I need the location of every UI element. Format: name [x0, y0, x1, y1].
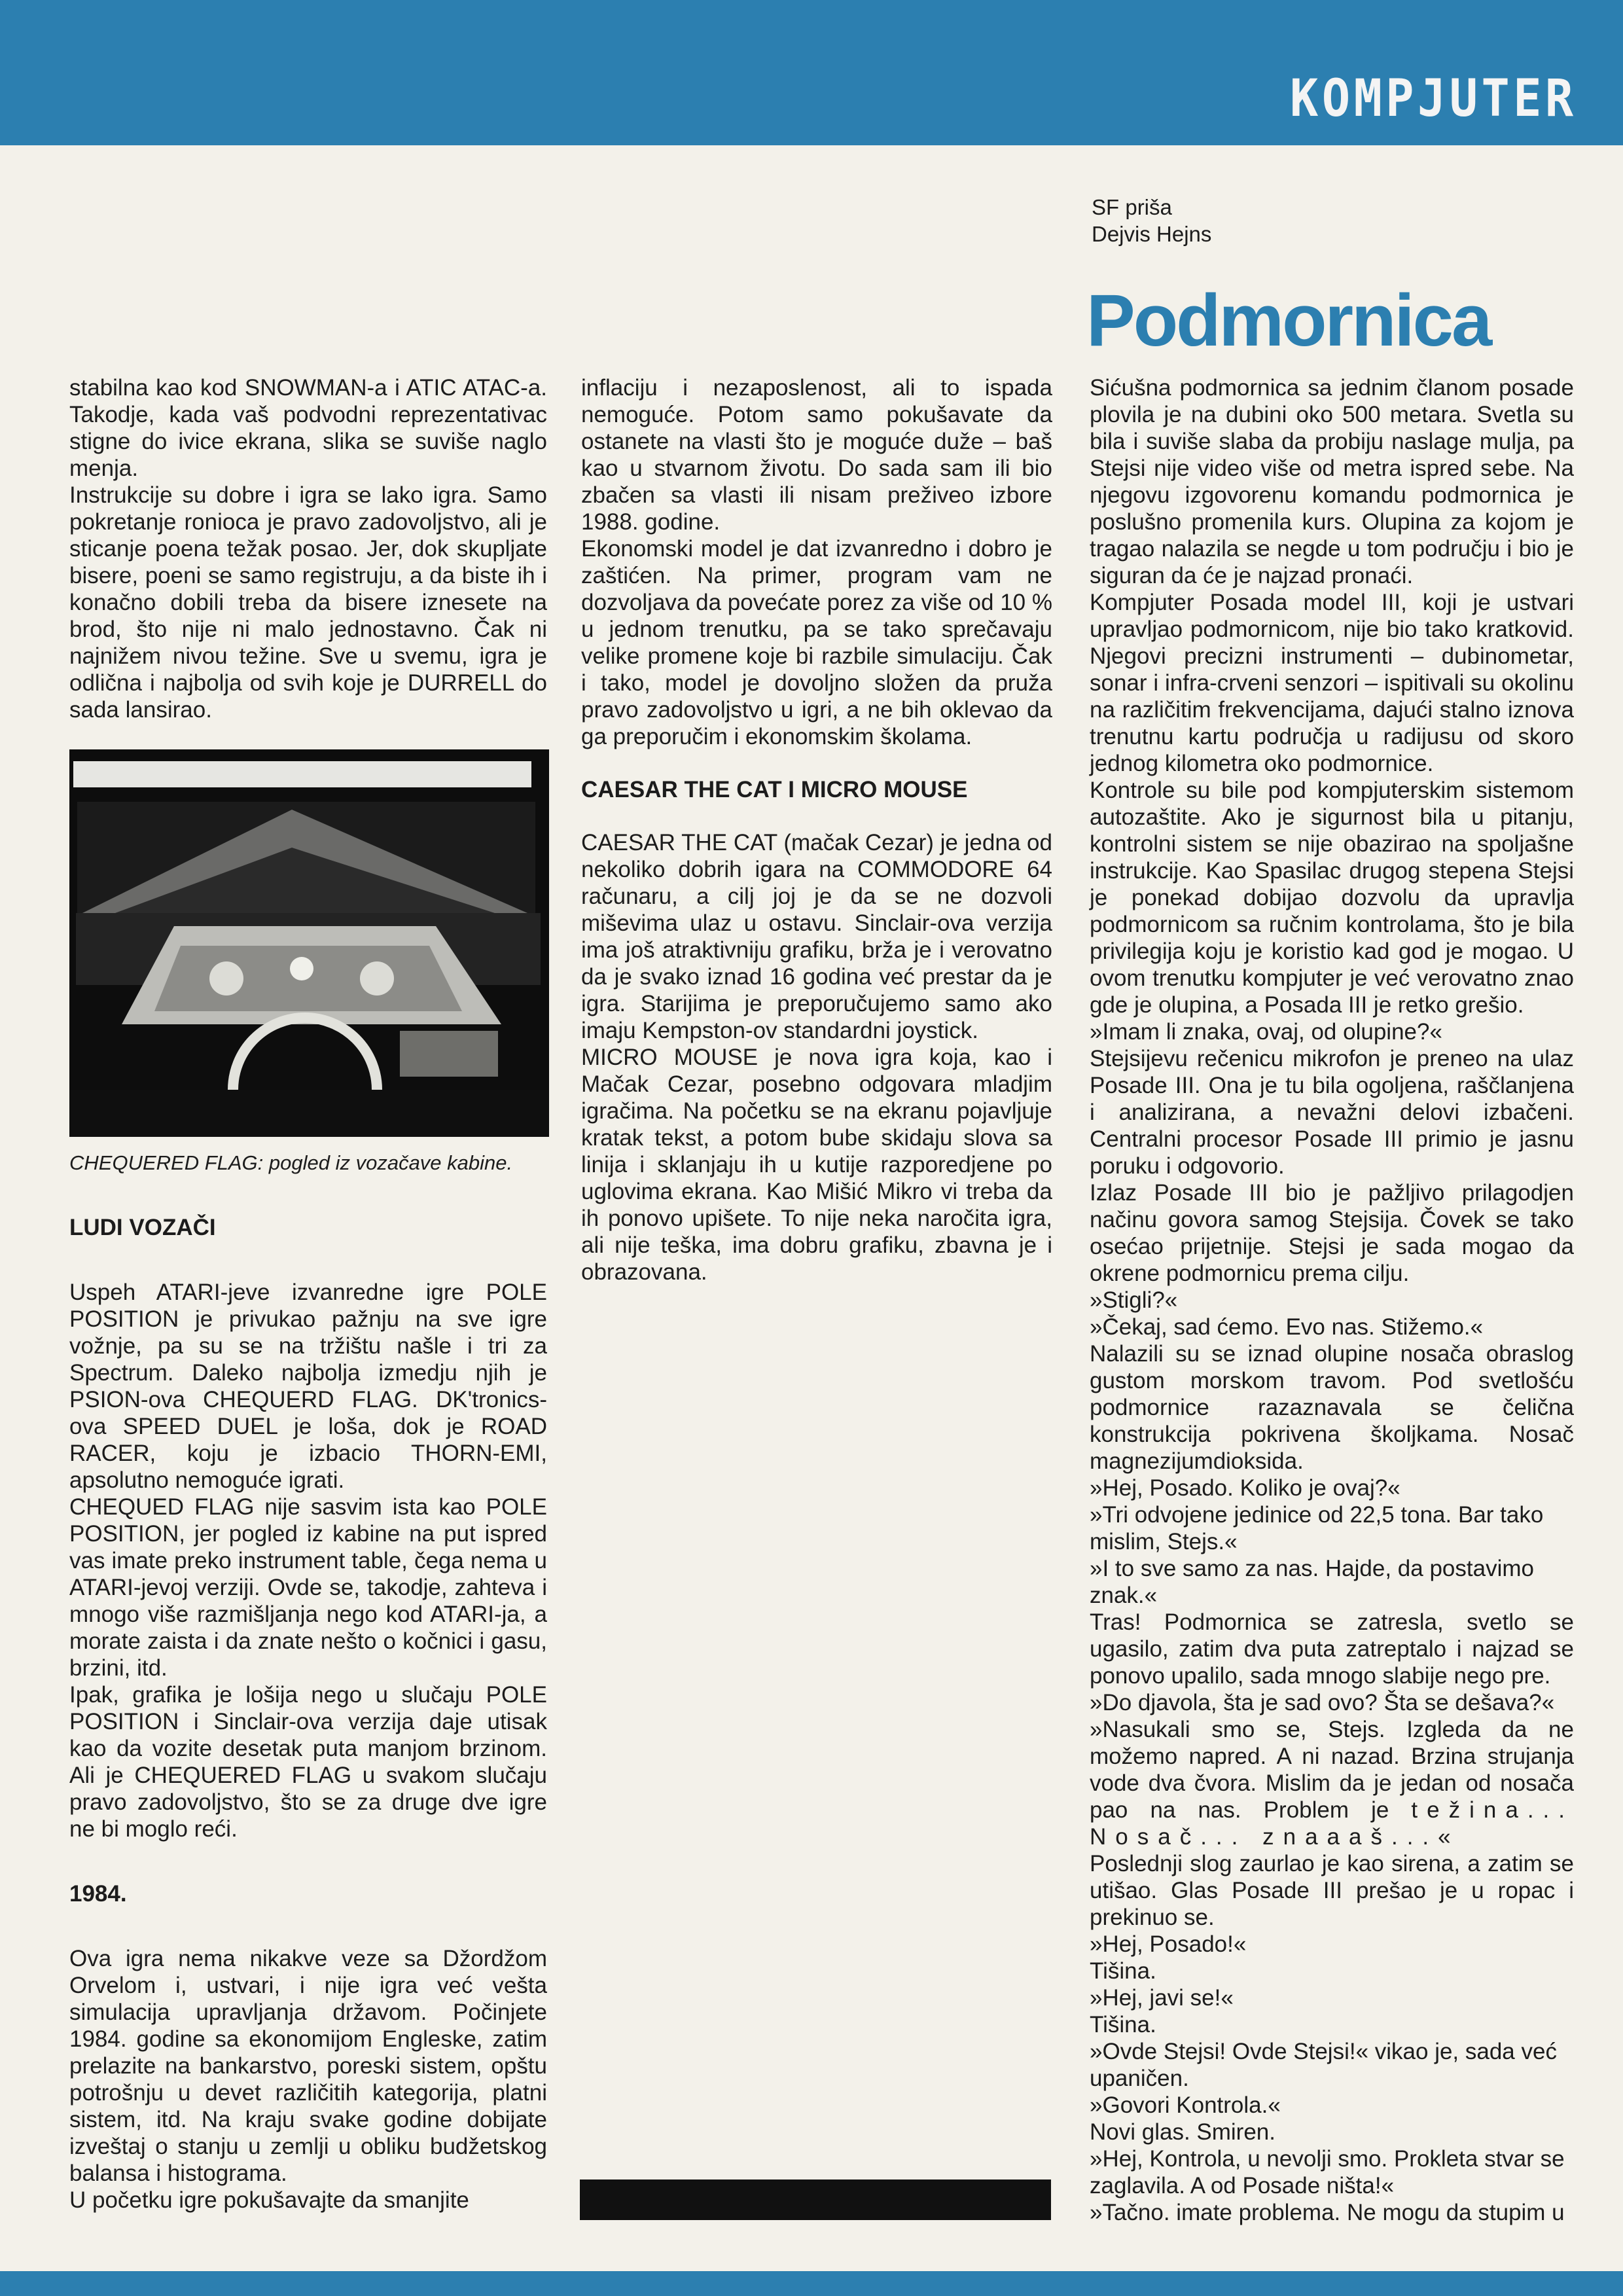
paragraph: CHEQUED FLAG nije sasvim ista kao POLE POSITION, jer pogled iz kabine na put ispred vas imate preko instrument table, čega nema u ATARI-jevoj verziji. Ovde se, takodje, zahteva i mnogo više razmišljanja nego kod ATARI-ja, a morate zaista i da znate nešto o kočnici i gasu, brzini, itd.	[69, 1494, 547, 1681]
dialog-line: »Do djavola, šta je sad ovo? Šta se dešava?«	[1090, 1690, 1555, 1715]
dialog-line: Novi glas. Smiren.	[1090, 2119, 1275, 2145]
dialog-line: »Čekaj, sad ćemo. Evo nas. Stižemo.«	[1090, 1314, 1484, 1340]
section-heading: LUDI VOZAČI	[69, 1215, 216, 1240]
paragraph: Stejsijevu rečenicu mikrofon je preneo na ulaz Posade III. Ona je tu bila ogoljena, raščlanjena i analizirana, a nevažni delovi izbačeni. Centralni procesor Posade III primio je jasnu poruku i odgovorio.	[1090, 1046, 1574, 1179]
paragraph: Ekonomski model je dat izvanredno i dobro je zaštićen. Na primer, program vam ne dozvoljava da povećate porez za više od 10 % u jednom trenutku, pa se tako sprečavaju velike promene koje bi razbile simulaciju. Čak i tako, model je dovoljno složen da pruža pravo zadovoljstvo u igri, a ne bih oklevao da ga preporučim i ekonomskim školama.	[581, 536, 1052, 749]
footer-band	[0, 2271, 1623, 2296]
dialog-line: »Hej, Posado!«	[1090, 1931, 1247, 1957]
article-kicker	[1092, 194, 1211, 247]
text-column-3	[1090, 374, 1574, 2226]
article-title: Podmornica	[1086, 279, 1491, 361]
paragraph	[1090, 1716, 1574, 1850]
dialog-line: »Govori Kontrola.«	[1090, 2092, 1281, 2118]
text-column-2	[581, 374, 1052, 1285]
article-author: Dejvis Hejns	[1092, 222, 1212, 246]
section-heading: CAESAR THE CAT I MICRO MOUSE	[581, 777, 968, 802]
dialog-line: »I to sve samo za nas. Hajde, da postavimo znak.«	[1090, 1556, 1534, 1608]
paragraph: Instrukcije su dobre i igra se lako igra. Samo pokretanje ronioca je pravo zadovoljstvo, ali je sticanje poena težak posao. Jer, dok skupljate bisere, poeni se samo registruju, a da biste ih i konačno dobili treba da bisere iznesete na brod, što nije ni malo jednostavno. Čak ni najnižem nivou težine. Sve u svemu, igra je odlična i najbolja od svih koje je DURRELL do sada lansirao.	[69, 482, 547, 723]
dialog-line: »Hej, Kontrola, u nevolji smo. Prokleta stvar se zaglavila. A od Posade ništa!«	[1090, 2146, 1565, 2198]
paragraph: Uspeh ATARI-jeve izvanredne igre POLE POSITION je privukao pažnju na sve igre vožnje, pa su se na tržištu našle i tri za Spectrum. Daleko najbolja izmedju njih je PSION-ova CHEQUERD FLAG. DK'tronics-ova SPEED DUEL je loša, dok je ROAD RACER, koju je izbacio THORN-EMI, apsolutno nemoguće igrati.	[69, 1280, 547, 1493]
paragraph: U početku igre pokušavajte da smanjite	[69, 2187, 469, 2213]
dialog-line: »Tačno. imate problema. Ne mogu da stupim u	[1090, 2200, 1565, 2225]
dialog-text: »Nasukali smo se, Stejs. Izgleda da ne možemo napred. A ni nazad. Brzina strujanja vode dva čvora. Mislim da je jedan od nosača pao na nas. Problem je	[1090, 1717, 1574, 1823]
dialog-line: »Hej, javi se!«	[1090, 1985, 1234, 2011]
game-screenshot-image	[69, 749, 549, 1137]
image-caption: CHEQUERED FLAG: pogled iz vozačave kabine.	[69, 1151, 513, 1174]
dialog-line: »Stigli?«	[1090, 1287, 1178, 1313]
dialog-line: »Imam li znaka, ovaj, od olupine?«	[1090, 1019, 1442, 1045]
magazine-logo: KOMPJUTER	[1290, 69, 1577, 128]
paragraph: Poslednji slog zaurlao je kao sirena, a zatim se utišao. Glas Posade III prešao je u ropac i prekinuo se.	[1090, 1851, 1574, 1930]
dialog-line: Tišina.	[1090, 2012, 1156, 2037]
dialog-text-spaced: težina... Nosač... znaaaš...«	[1090, 1797, 1574, 1850]
paragraph: Kompjuter Posada model III, koji je ustvari upravljao podmornicom, nije bio tako kratkovid. Njegovi precizni instrumenti – dubinometar, sonar i infra-crveni senzori – ispitivali su okolinu na različitim frekvencijama, dajući stalno iznova trenutnu kartu područja u radijusu od skoro jednog kilometra oko podmornice.	[1090, 590, 1574, 776]
paragraph: Ipak, grafika je lošija nego u slučaju POLE POSITION i Sinclair-ova verzija daje utisak kao da vozite desetak puta manjom brzinom. Ali je CHEQUERED FLAG u svakom slučaju pravo zadovoljstvo, što se za druge dve igre ne bi moglo reći.	[69, 1682, 547, 1842]
paragraph: inflaciju i nezaposlenost, ali to ispada nemoguće. Potom samo pokušavate da ostanete na vlasti što je moguće duže – baš kao u stvarnom životu. Do sada sam ili bio zbačen sa vlasti ili nisam preživeo izbore 1988. godine.	[581, 375, 1052, 535]
paragraph: Kontrole su bile pod kompjuterskim sistemom autozaštite. Ako je sigurnost bila u pitanju, kontrolni sistem se nije obazirao na spoljašne instrukcije. Kao Spasilac drugog stepena Stejsi je ponekad dobijao dozvolu da upravlja podmornicom sa ručnim kontrolama, što je bila privilegija koju je koristio kad god je mogao. U ovom trenutku kompjuter je već verovatno znao gde je olupina, a Posada III je retko grešio.	[1090, 778, 1574, 1018]
paragraph: Tras! Podmornica se zatresla, svetlo se ugasilo, zatim dva puta zatreptalo i najzad se ponovo upalilo, sada mnogo slabije nego pre.	[1090, 1609, 1574, 1689]
paragraph: Ova igra nema nikakve veze sa Džordžom Orvelom i, ustvari, i nije igra već vešta simulacija upravljanja državom. Počinjete 1984. godine sa ekonomijom Engleske, zatim prelazite na bankarstvo, poreski sistem, opštu potrošnju u devet različitih kategorija, platni sistem, itd. Na kraju svake godine dobijate izveštaj o stanju u zemlji u obliku budžetskog balansa i histograma.	[69, 1946, 547, 2186]
dialog-line: »Ovde Stejsi! Ovde Stejsi!« vikao je, sada već upaničen.	[1090, 2039, 1557, 2091]
dialog-line: Tišina.	[1090, 1958, 1156, 1984]
dialog-line: »Hej, Posado. Koliko je ovaj?«	[1090, 1475, 1400, 1501]
text-column-1	[69, 374, 547, 2214]
paragraph: CAESAR THE CAT (mačak Cezar) je jedna od nekoliko dobrih igara na COMMODORE 64 računaru, a cilj joj je da se ne dozvoli miševima ulaz u ostavu. Sinclair-ova verzija ima još atraktivniju grafiku, brža je i verovatno da je svako iznad 16 godina već prestar da je igra. Starijima je preporučujemo samo ako imaju Kempston-ov standardni joystick.	[581, 830, 1052, 1043]
paragraph: Izlaz Posade III bio je pažljivo prilagodjen načinu govora samog Stejsija. Čovek se tako osećao prijetnije. Stejsi je sada mogao da okrene podmornicu prema cilju.	[1090, 1180, 1574, 1286]
paragraph: Sićušna podmornica sa jednim članom posade plovila je na dubini oko 500 metara. Svetla su bila i suviše slaba da probiju naslage mulja, pa Stejsi nije video više od metra ispred sebe. Na njegovu izgovorenu komandu podmornica je poslušno promenila kurs. Olupina za kojom je tragao nalazila se negde u tom području i bio je siguran da će je najzad pronaći.	[1090, 375, 1574, 588]
paragraph: Nalazili su se iznad olupine nosača obraslog gustom morskom travom. Pod svetlošću podmornice razaznavala se čelična konstrukcija pokrivena školjkama. Nosač magnezijumdioksida.	[1090, 1341, 1574, 1474]
section-heading: 1984.	[69, 1881, 127, 1907]
racing-cockpit-graphic	[69, 749, 549, 1137]
black-bar	[580, 2179, 1051, 2220]
dialog-line: »Tri odvojene jedinice od 22,5 tona. Bar tako mislim, Stejs.«	[1090, 1502, 1544, 1554]
paragraph: MICRO MOUSE je nova igra koja, kao i Mačak Cezar, posebno odgovara mladjim igračima. Na početku se na ekranu pojavljuje kratak tekst, a potom bube skidaju slova sa linija i sklanjaju ih u kutije razporedjene po uglovima ekrana. Kao Mišić Mikro vi treba da ih ponovo upišete. To nije neka naročita igra, ali nije teška, ima dobru grafiku, zbavna je i obrazovana.	[581, 1045, 1052, 1285]
article-section: SF priša	[1092, 195, 1172, 219]
paragraph: stabilna kao kod SNOWMAN-a i ATIC ATAC-a. Takodje, kada vaš podvodni reprezentativac stigne do ivice ekrana, slika se suviše naglo menja.	[69, 375, 547, 481]
